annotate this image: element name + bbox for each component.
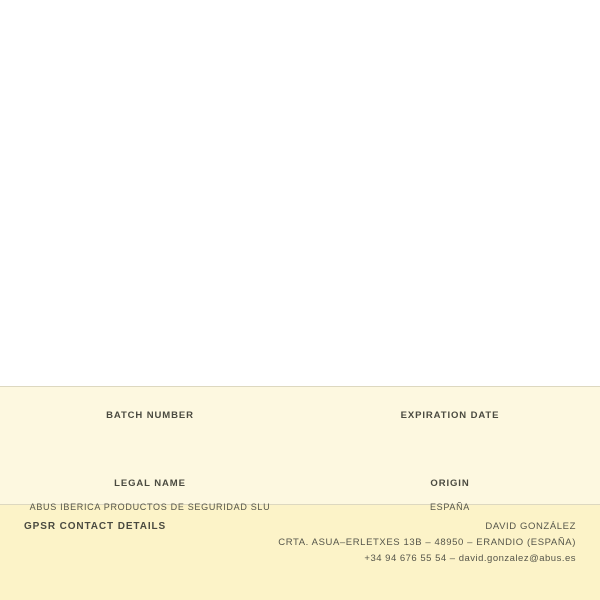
legal-name-value: ABUS IBERICA PRODUCTOS DE SEGURIDAD SLU xyxy=(29,502,271,512)
info-row-batch xyxy=(0,409,600,444)
expiration-date-value xyxy=(310,432,590,444)
field-origin xyxy=(300,477,600,514)
info-row-legal xyxy=(0,477,600,514)
origin-value: ESPAÑA xyxy=(429,502,471,512)
contact-address: CRTA. ASUA–ERLETXES 13B – 48950 – ERANDIO (ESPAÑA) xyxy=(278,537,576,548)
contact-person-name: DAVID GONZÁLEZ xyxy=(485,521,576,532)
gpsr-contact-title: GPSR CONTACT DETAILS xyxy=(24,521,167,532)
field-legal-name xyxy=(0,477,300,514)
batch-number-label: BATCH NUMBER xyxy=(106,410,194,421)
batch-number-value xyxy=(10,432,290,444)
origin-label: ORIGIN xyxy=(430,478,470,489)
gpsr-contact-panel xyxy=(0,505,600,600)
contact-phone-email: +34 94 676 55 54 – david.gonzalez@abus.es xyxy=(364,553,576,564)
field-expiration-date xyxy=(300,409,600,444)
expiration-date-label: EXPIRATION DATE xyxy=(400,410,500,421)
legal-name-label: LEGAL NAME xyxy=(114,478,186,489)
product-info-panel xyxy=(0,386,600,512)
field-batch-number xyxy=(0,409,300,444)
gpsr-contact-lines xyxy=(278,519,576,567)
info-row-spacer xyxy=(0,444,600,477)
